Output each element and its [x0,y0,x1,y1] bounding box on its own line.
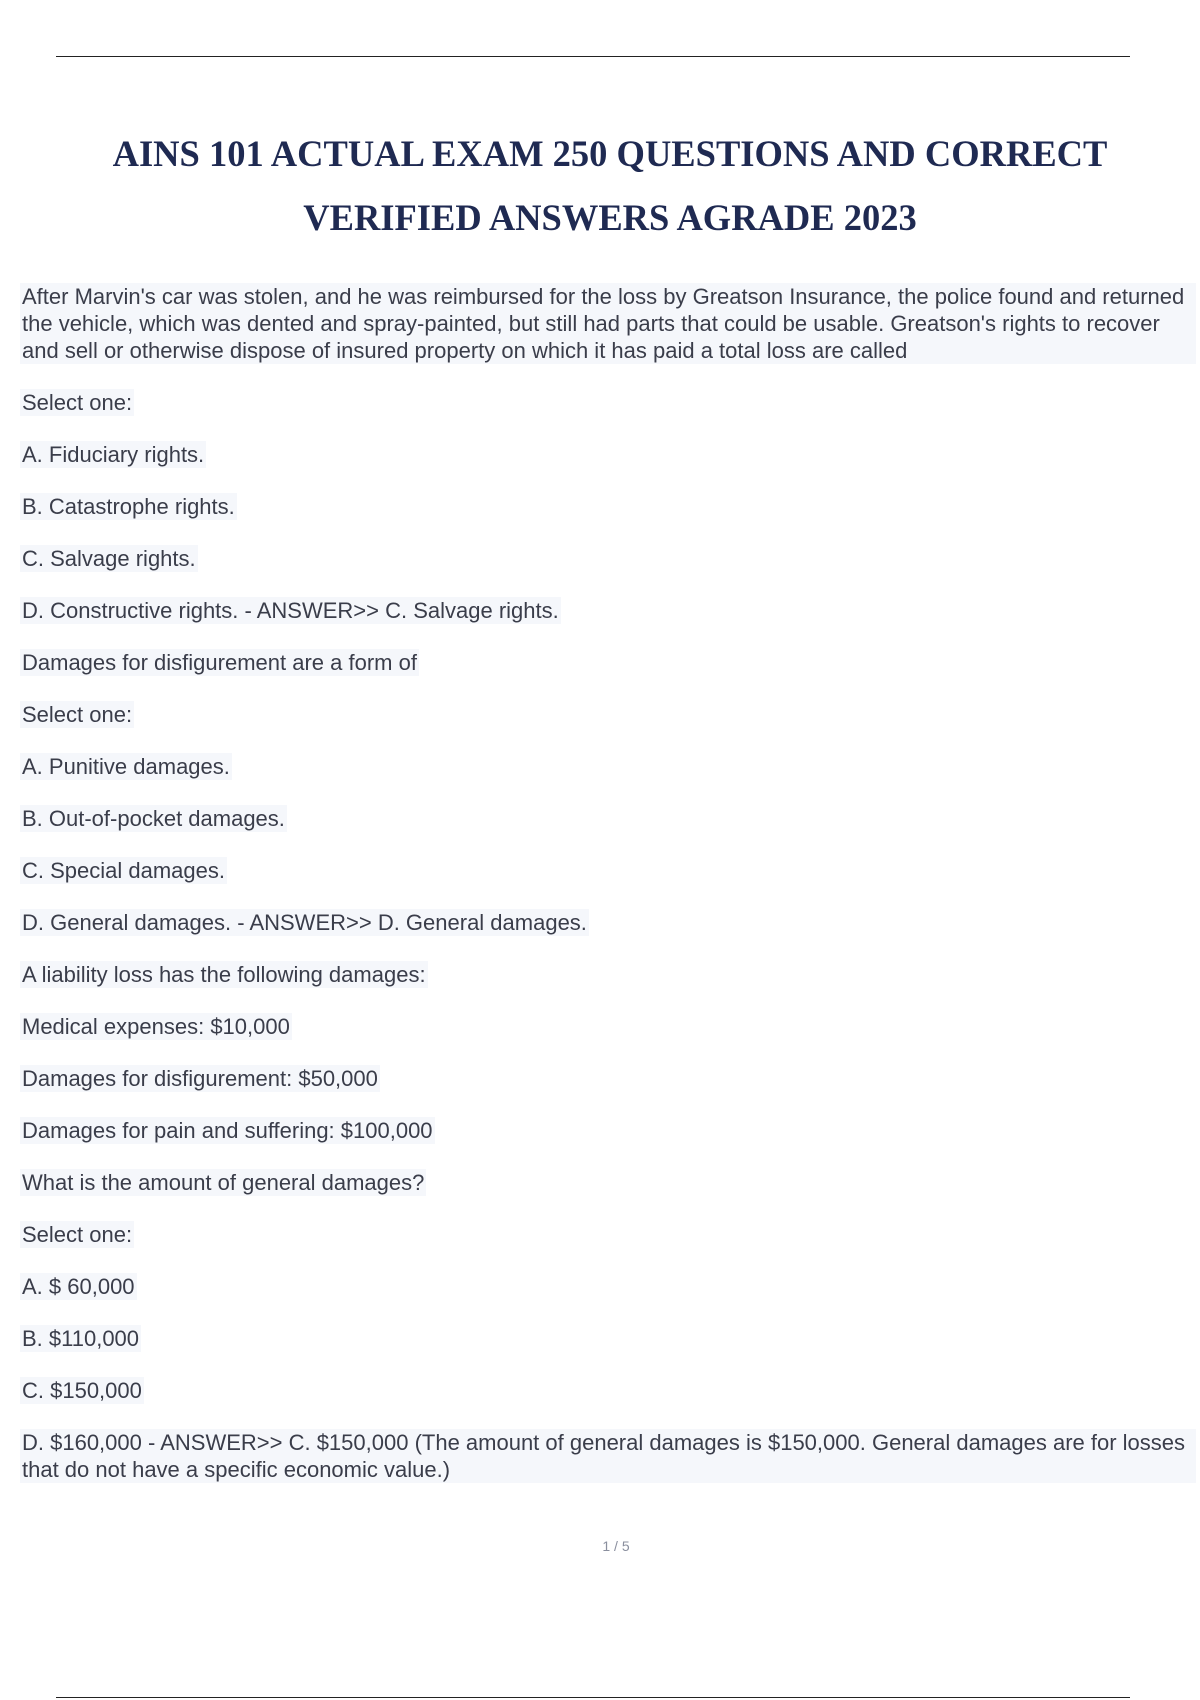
answer-option-with-answer: D. $160,000 - ANSWER>> C. $150,000 (The amount of general damages is $150,000. General damages are for losses that do not have a specific economic value.) [20,1429,1196,1483]
document-title [60,122,1160,250]
answer-option-with-answer: D. Constructive rights. - ANSWER>> C. Salvage rights. [22,598,559,623]
top-rule [56,56,1130,57]
page-number: 1 / 5 [602,1538,630,1554]
document-body [20,283,1195,1483]
answer-option: B. $110,000 [22,1326,140,1351]
answer-option: C. Salvage rights. [22,546,196,571]
select-one-label: Select one: [22,702,133,727]
damage-item: Damages for disfigurement: $50,000 [22,1066,378,1091]
question-2-text: Damages for disfigurement are a form of [22,650,417,675]
damage-item: Damages for pain and suffering: $100,000 [22,1118,433,1143]
question-1-text: After Marvin's car was stolen, and he was reimbursed for the loss by Greatson Insurance, the police found and returned the vehicle, which was dented and spray-painted, but still had parts that could be usable. Greatson's rights to recover and sell or otherwise dispose of insured property on which it has paid a total loss are called [20,283,1196,364]
question-3-prompt: What is the amount of general damages? [22,1170,425,1195]
select-one-label: Select one: [22,1222,133,1247]
title-line-1: AINS 101 ACTUAL EXAM 250 QUESTIONS AND CORRECT [112,133,1108,174]
question-3-text: A liability loss has the following damages: [22,962,426,987]
answer-option: A. Fiduciary rights. [22,442,205,467]
answer-option: B. Out-of-pocket damages. [22,806,285,831]
damage-item: Medical expenses: $10,000 [22,1014,290,1039]
answer-option: C. Special damages. [22,858,225,883]
select-one-label: Select one: [22,390,133,415]
answer-option: C. $150,000 [22,1378,142,1403]
title-line-2: VERIFIED ANSWERS AGRADE 2023 [303,197,917,238]
answer-option-with-answer: D. General damages. - ANSWER>> D. General damages. [22,910,587,935]
answer-option: A. Punitive damages. [22,754,230,779]
answer-option: A. $ 60,000 [22,1274,135,1299]
bottom-rule [56,1697,1130,1698]
answer-option: B. Catastrophe rights. [22,494,235,519]
